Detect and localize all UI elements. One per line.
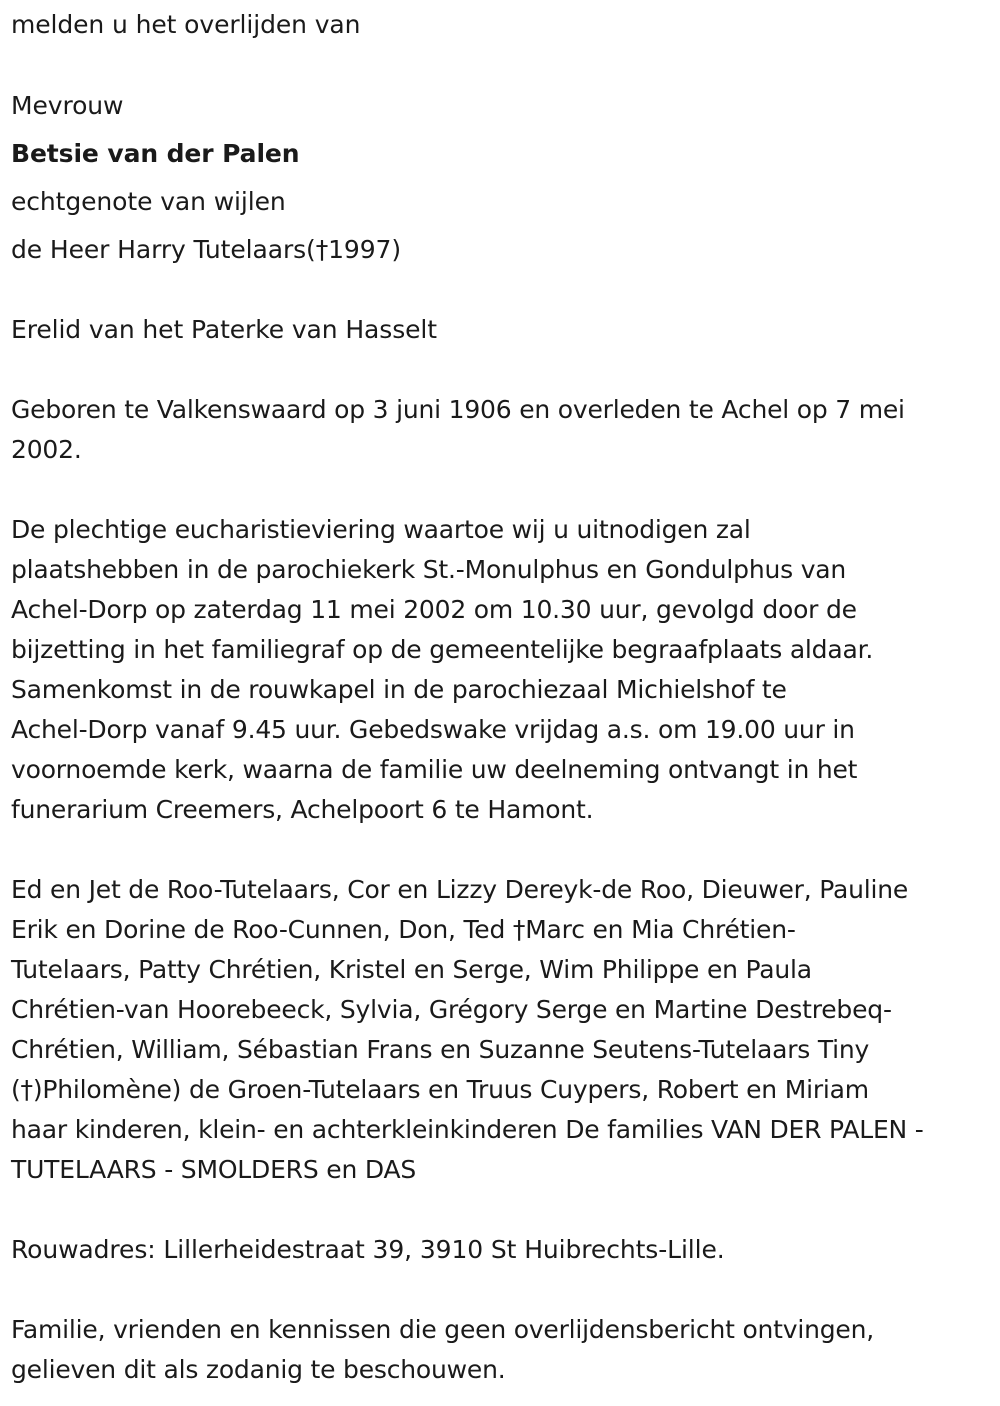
- birth-death-line: 2002.: [11, 435, 82, 464]
- deceased-name: Betsie van der Palen: [11, 139, 300, 168]
- closing-line: Familie, vrienden en kennissen die geen overlijdensbericht ontvingen,: [11, 1315, 875, 1344]
- salutation: Mevrouw: [11, 91, 124, 120]
- ceremony-line: Samenkomst in de rouwkapel in de parochiezaal Michielshof te: [11, 675, 787, 704]
- family-line: TUTELAARS - SMOLDERS en DAS: [11, 1155, 417, 1184]
- birth-death-paragraph: [11, 390, 990, 470]
- mourning-address: Rouwadres: Lillerheidestraat 39, 3910 St Huibrechts-Lille.: [11, 1235, 725, 1264]
- ceremony-line: plaatshebben in de parochiekerk St.-Monulphus en Gondulphus van: [11, 555, 847, 584]
- family-line: Chrétien-van Hoorebeeck, Sylvia, Grégory Serge en Martine Destrebeq-: [11, 995, 892, 1024]
- family-line: Chrétien, William, Sébastian Frans en Suzanne Seutens-Tutelaars Tiny: [11, 1035, 870, 1064]
- family-line: Ed en Jet de Roo-Tutelaars, Cor en Lizzy Dereyk-de Roo, Dieuwer, Pauline: [11, 875, 909, 904]
- family-line: Tutelaars, Patty Chrétien, Kristel en Serge, Wim Philippe en Paula: [11, 955, 812, 984]
- family-paragraph: [11, 870, 990, 1190]
- ceremony-line: De plechtige eucharistieviering waartoe wij u uitnodigen zal: [11, 515, 751, 544]
- family-line: haar kinderen, klein- en achterkleinkinderen De families VAN DER PALEN -: [11, 1115, 924, 1144]
- spouse-line-2: de Heer Harry Tutelaars(†1997): [11, 235, 401, 264]
- spouse-line-1: echtgenote van wijlen: [11, 187, 286, 216]
- intro-text: melden u het overlijden van: [11, 10, 361, 39]
- family-line: (†)Philomène) de Groen-Tutelaars en Truus Cuypers, Robert en Miriam: [11, 1075, 869, 1104]
- ceremony-line: Achel-Dorp vanaf 9.45 uur. Gebedswake vrijdag a.s. om 19.00 uur in: [11, 715, 855, 744]
- family-line: Erik en Dorine de Roo-Cunnen, Don, Ted †Marc en Mia Chrétien-: [11, 915, 796, 944]
- ceremony-line: bijzetting in het familiegraf op de gemeentelijke begraafplaats aldaar.: [11, 635, 874, 664]
- honorary-membership: Erelid van het Paterke van Hasselt: [11, 315, 437, 344]
- birth-death-line: Geboren te Valkenswaard op 3 juni 1906 en overleden te Achel op 7 mei: [11, 395, 905, 424]
- closing-line: gelieven dit als zodanig te beschouwen.: [11, 1355, 506, 1384]
- ceremony-paragraph: [11, 510, 990, 830]
- ceremony-line: funerarium Creemers, Achelpoort 6 te Hamont.: [11, 795, 594, 824]
- closing-paragraph: [11, 1310, 990, 1390]
- ceremony-line: Achel-Dorp op zaterdag 11 mei 2002 om 10.30 uur, gevolgd door de: [11, 595, 857, 624]
- ceremony-line: voornoemde kerk, waarna de familie uw deelneming ontvangt in het: [11, 755, 858, 784]
